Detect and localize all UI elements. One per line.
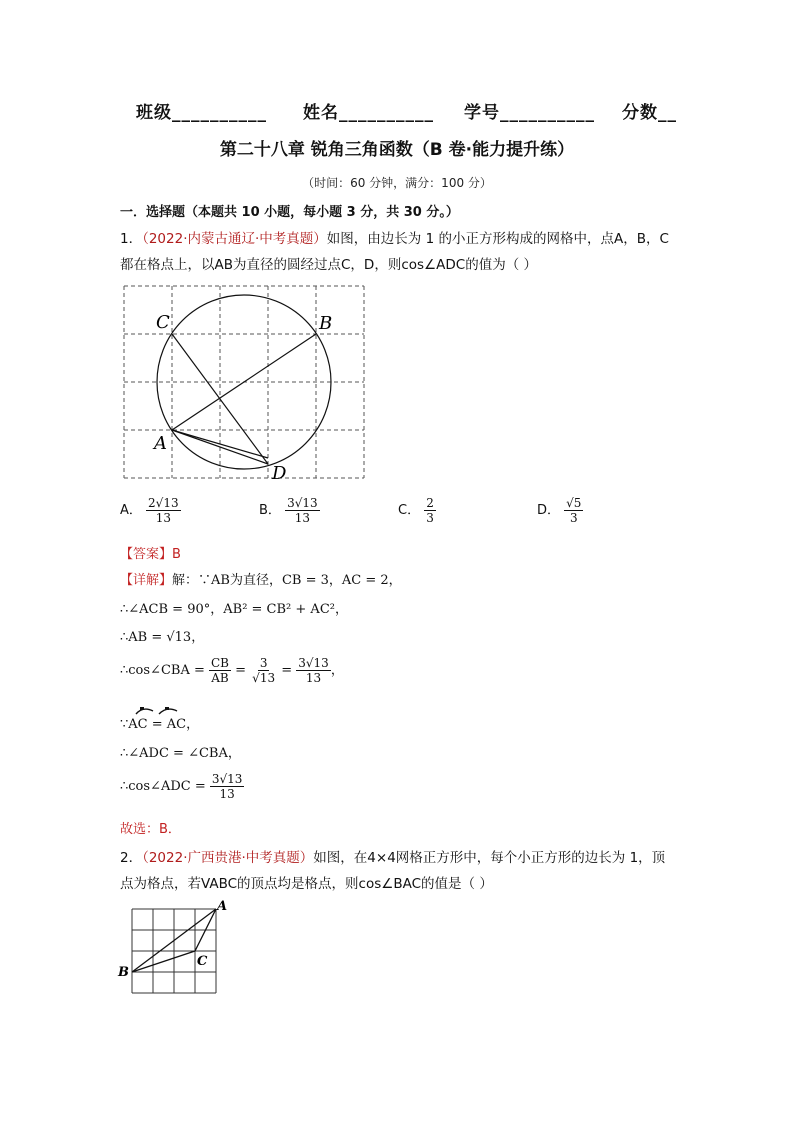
score-label: 分数__ bbox=[622, 103, 677, 123]
class-label: 班级__________ bbox=[136, 103, 267, 123]
step-text: ∴cos∠CBA = bbox=[120, 663, 205, 678]
option-c[interactable] bbox=[398, 496, 436, 525]
solution-step-7 bbox=[120, 772, 244, 801]
name-label: 姓名__________ bbox=[303, 103, 434, 123]
question-1-line-2: 都在格点上，以AB为直径的圆经过点C，D，则cos∠ADC的值为（ ） bbox=[120, 257, 537, 273]
question-number: 2． bbox=[120, 850, 143, 866]
fraction-denominator: 3 bbox=[426, 511, 434, 525]
question-2-line-1 bbox=[120, 846, 665, 866]
option-letter: C． bbox=[398, 503, 421, 518]
option-fraction bbox=[285, 496, 320, 525]
point-a-label: A bbox=[154, 433, 167, 454]
fraction-denominator: 13 bbox=[294, 511, 310, 525]
section-heading: 一．选择题（本题共 10 小题，每小题 3 分，共 30 分。） bbox=[120, 205, 459, 220]
fraction-final bbox=[210, 772, 245, 801]
point-b-label: B bbox=[319, 313, 333, 334]
solution-step-1 bbox=[120, 569, 402, 588]
fraction-numerator: 3√13 bbox=[211, 772, 243, 786]
option-d[interactable] bbox=[537, 496, 583, 525]
option-letter: D． bbox=[537, 503, 561, 518]
question-2-line-2: 点为格点，若VABC的顶点均是格点，则cos∠BAC的值是（ ） bbox=[120, 876, 493, 892]
page-subtitle: （时间：60 分钟，满分：100 分） bbox=[302, 176, 492, 190]
fraction-denominator: √13 bbox=[252, 671, 276, 685]
question-text: 如图，由边长为 1 的小正方形构成的网格中，点A，B，C bbox=[326, 231, 669, 247]
question-source: （2022·内蒙古通辽·中考真题） bbox=[142, 231, 327, 247]
solution-conclusion: 故选：B． bbox=[120, 822, 181, 837]
fraction-numerator: CB bbox=[211, 656, 229, 670]
step-text: ∴cos∠ADC = bbox=[120, 779, 206, 794]
point-a-label: A bbox=[217, 899, 228, 914]
page-title: 第二十八章 锐角三角函数（B 卷·能力提升练） bbox=[219, 140, 575, 160]
grid-lines bbox=[132, 909, 216, 993]
fraction-2 bbox=[250, 656, 277, 685]
solution-step-6: ∴∠ADC = ∠CBA， bbox=[120, 746, 241, 761]
fraction-numerator: 3√13 bbox=[298, 656, 329, 670]
fraction-numerator: 3√13 bbox=[287, 496, 318, 510]
fraction-denominator: 3 bbox=[569, 511, 578, 525]
option-a[interactable] bbox=[120, 496, 181, 525]
point-c-label: C bbox=[197, 954, 208, 969]
fraction-numerator: √5 bbox=[566, 496, 582, 510]
detail-tag: 【详解】 bbox=[120, 573, 173, 588]
option-fraction bbox=[424, 496, 436, 525]
solution-step-5: ∵AC = AC， bbox=[120, 717, 200, 732]
fraction-denominator: 13 bbox=[155, 511, 171, 525]
option-fraction bbox=[564, 496, 583, 525]
step-text: 解：∵AB为直径，CB = 3，AC = 2， bbox=[172, 573, 402, 588]
solution-step-4: ∴cos∠CBA = $\frac{CB}{AB}$ = $\frac{3}{√13}$ = $\frac{3√13}{13}$ ， bbox=[120, 656, 344, 685]
option-b[interactable] bbox=[259, 496, 320, 525]
fraction-numerator: 2√13 bbox=[148, 496, 179, 510]
question-2-figure bbox=[116, 897, 236, 997]
fraction-denominator: 13 bbox=[305, 671, 322, 685]
student-id-label: 学号__________ bbox=[464, 103, 595, 123]
fraction-denominator: AB bbox=[211, 671, 229, 685]
point-c-label: C bbox=[156, 312, 170, 333]
option-letter: B． bbox=[259, 503, 281, 518]
answer-value: B bbox=[172, 547, 181, 562]
fraction-denominator: 13 bbox=[219, 787, 235, 801]
question-number: 1． bbox=[120, 231, 143, 247]
answer-line bbox=[120, 543, 181, 562]
fraction-numerator: 3 bbox=[259, 656, 268, 670]
option-fraction bbox=[146, 496, 181, 525]
answer-tag: 【答案】 bbox=[120, 547, 173, 562]
fraction-numerator: 2 bbox=[426, 496, 434, 510]
question-text: 如图，在4×4网格正方形中，每个小正方形的边长为 1，顶 bbox=[313, 850, 666, 866]
point-b-label: B bbox=[118, 965, 129, 980]
point-d-label: D bbox=[272, 463, 287, 484]
fraction-1 bbox=[209, 656, 231, 685]
fraction-3 bbox=[296, 656, 331, 685]
question-1-line-1 bbox=[120, 227, 669, 247]
question-source: （2022·广西贵港·中考真题） bbox=[142, 850, 314, 866]
question-1-figure bbox=[118, 280, 370, 485]
segments bbox=[172, 334, 316, 464]
solution-step-3: ∴AB = √13， bbox=[120, 630, 205, 645]
solution-step-2: ∴∠ACB = 90°，AB² = CB² + AC²， bbox=[120, 602, 348, 617]
option-letter: A． bbox=[120, 503, 142, 518]
